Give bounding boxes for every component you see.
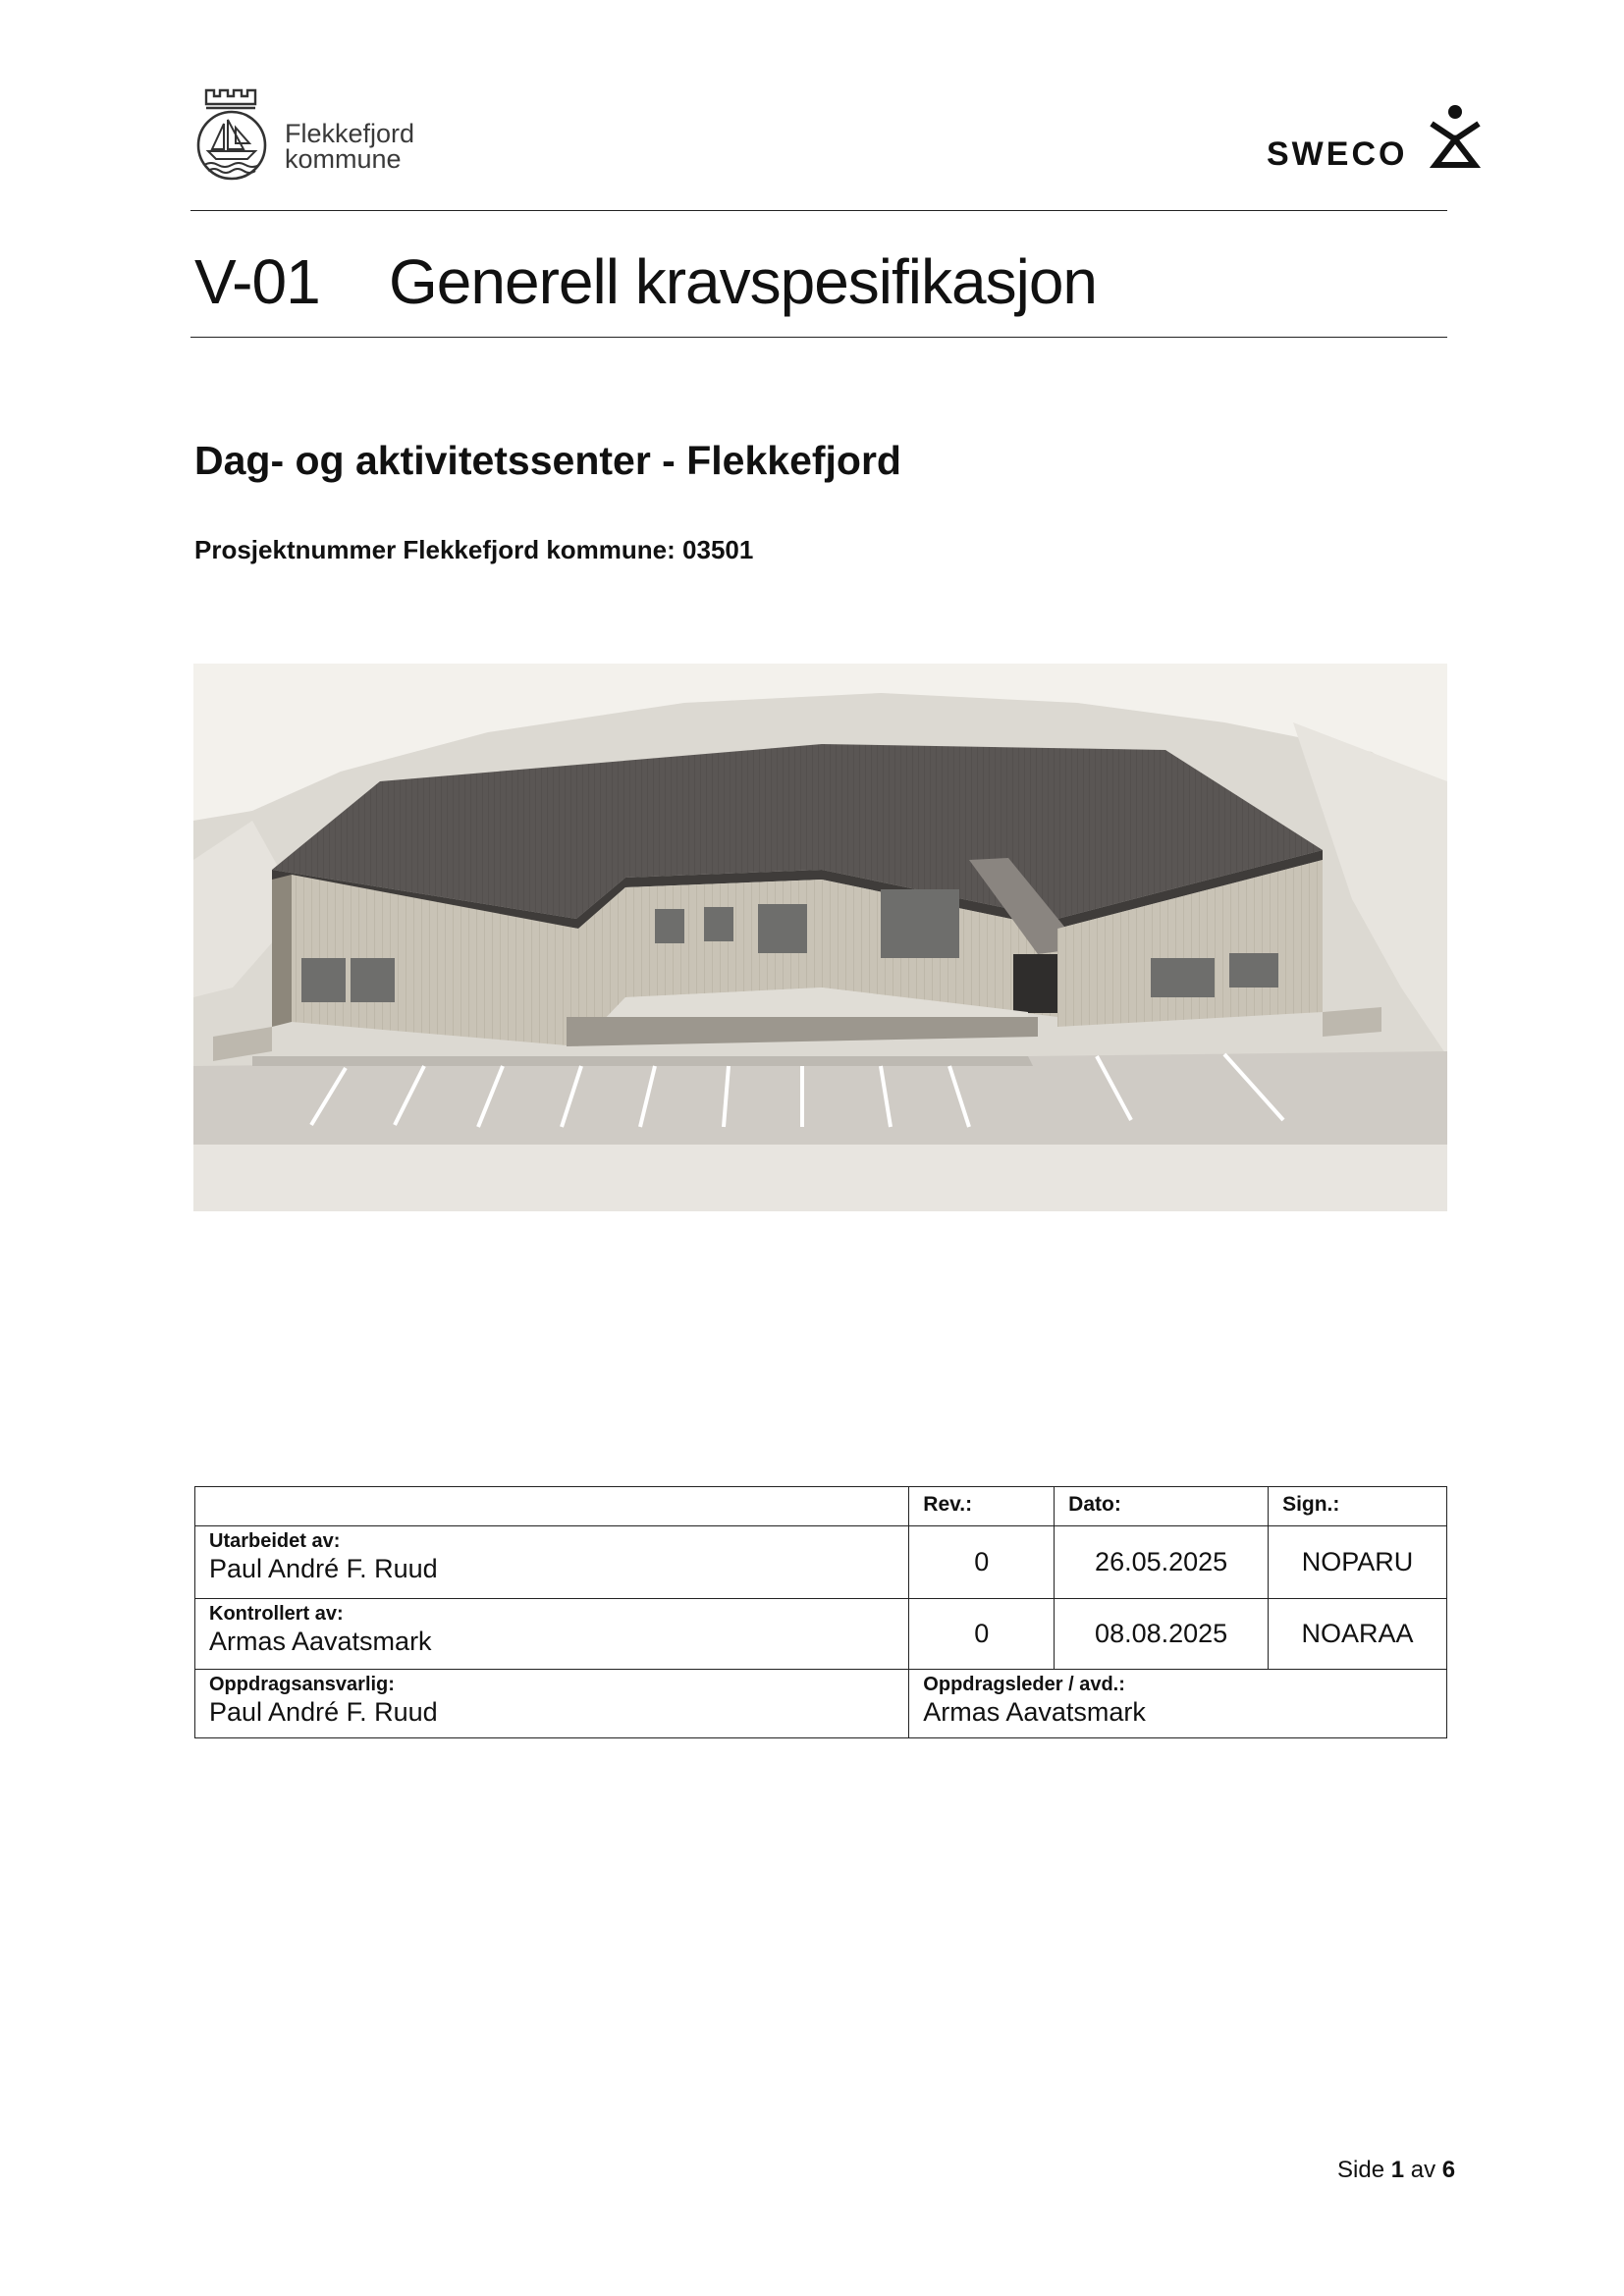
revision-table [194, 1486, 1447, 1738]
building-rendering-image [193, 664, 1447, 1211]
project-title: Dag- og aktivitetssenter - Flekkefjord [194, 438, 901, 483]
table-header-row [195, 1487, 1447, 1526]
page-separator: av [1410, 2157, 1436, 2183]
checked-by-name: Armas Aavatsmark [209, 1627, 432, 1656]
sign-value: NOPARU [1269, 1526, 1447, 1599]
sign-value: NOARAA [1269, 1599, 1447, 1670]
prepared-by-label: Utarbeidet av: [209, 1530, 341, 1552]
kommune-logo-line2: kommune [285, 144, 402, 174]
date-value: 08.08.2025 [1055, 1599, 1269, 1670]
assignment-responsible-name: Paul André F. Ruud [209, 1697, 438, 1727]
rev-header: Rev.: [909, 1487, 1055, 1526]
prepared-by-cell [195, 1526, 909, 1599]
sweco-figure-icon [1428, 104, 1483, 171]
checked-by-cell [195, 1599, 909, 1670]
current-page: 1 [1390, 2157, 1405, 2183]
kommune-logo-line1: Flekkefjord [285, 119, 415, 148]
building-illustration [193, 664, 1447, 1211]
checked-by-label: Kontrollert av: [209, 1603, 344, 1625]
assignment-leader-label: Oppdragsleder / avd.: [923, 1674, 1125, 1695]
rev-value: 0 [909, 1526, 1055, 1599]
assignment-leader-cell [909, 1670, 1447, 1738]
table-row [195, 1599, 1447, 1670]
header-divider [190, 210, 1447, 211]
title-divider [190, 337, 1447, 338]
sweco-logo [1267, 104, 1483, 173]
document-title: Generell kravspesifikasjon [389, 246, 1097, 317]
project-number: Prosjektnummer Flekkefjord kommune: 03501 [194, 535, 754, 564]
flekkefjord-kommune-logo [192, 84, 428, 192]
page-prefix: Side [1337, 2157, 1385, 2183]
assignment-leader-name: Armas Aavatsmark [923, 1697, 1146, 1727]
assignment-responsible-cell [195, 1670, 909, 1738]
total-pages: 6 [1441, 2157, 1456, 2183]
page-number [1337, 2157, 1455, 2184]
date-value: 26.05.2025 [1055, 1526, 1269, 1599]
date-header: Dato: [1055, 1487, 1269, 1526]
sweco-logo-text: SWECO [1267, 135, 1408, 173]
header-empty-cell [195, 1487, 909, 1526]
prepared-by-name: Paul André F. Ruud [209, 1554, 438, 1583]
sign-header: Sign.: [1269, 1487, 1447, 1526]
assignment-responsible-label: Oppdragsansvarlig: [209, 1674, 395, 1695]
table-row [195, 1526, 1447, 1599]
document-code: V-01 [194, 246, 320, 317]
rev-value: 0 [909, 1599, 1055, 1670]
table-footer-row [195, 1670, 1447, 1738]
castle-boat-emblem-icon [192, 84, 283, 192]
